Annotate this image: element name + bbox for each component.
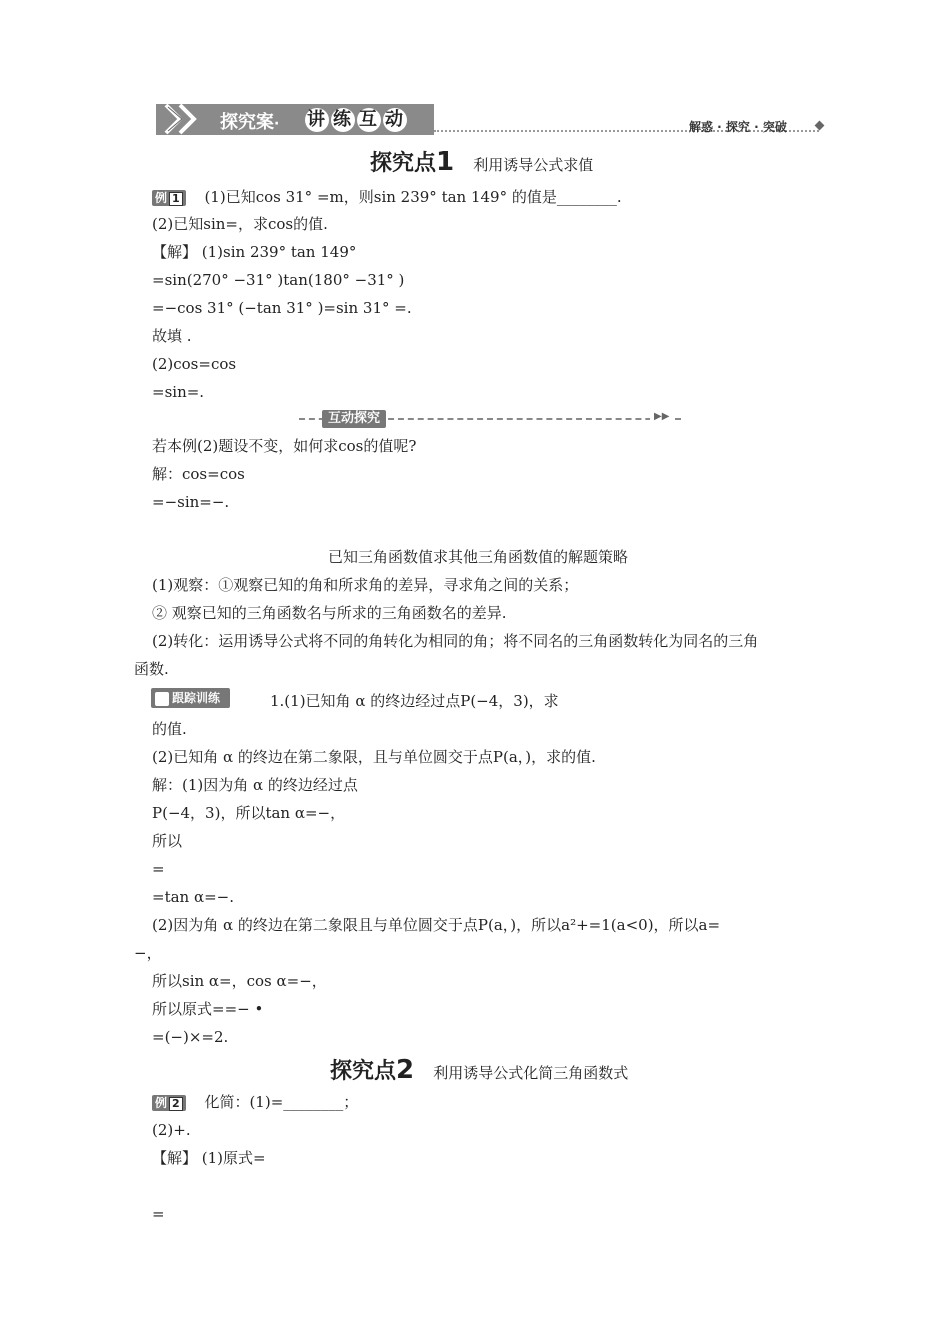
section1-number: 1: [436, 147, 455, 177]
example1-line-6: 故填 .: [152, 327, 192, 345]
example2-line-1: [152, 1092, 358, 1112]
clipboard-check-icon: [155, 692, 169, 706]
example1-line-2: (2)已知sin=，求cos的值.: [152, 215, 328, 233]
example1-tag-label: 例: [155, 191, 168, 205]
training-line-6: 所以: [152, 832, 183, 850]
interaction-line-2: 解：cos=cos: [152, 465, 245, 483]
banner-char-4: 动: [385, 109, 405, 130]
arrow-icon: ▶▶: [650, 411, 673, 422]
example1-tag: [152, 190, 186, 206]
strategy-line-2: ② 观察已知的三角函数名与所求的三角函数名的差异.: [152, 604, 507, 622]
training-line-13: =(−)×=2.: [152, 1028, 229, 1046]
example1-tag-number: 1: [169, 192, 183, 206]
example2-line-2: (2)+.: [152, 1121, 191, 1139]
training-line-10: −，: [134, 944, 162, 962]
example2-tag-number: 2: [169, 1097, 183, 1111]
banner-left-text: 探究案: [220, 112, 274, 133]
banner-char-3: 互: [359, 109, 379, 130]
banner-dot: ·: [274, 116, 280, 132]
chevrons-icon: [162, 101, 208, 141]
section2-title: 探究点: [330, 1059, 397, 1084]
strategy-line-1: (1)观察：①观察已知的角和所求角的差异，寻求角之间的关系；: [152, 576, 579, 594]
training-line-5: P(−4，3)，所以tan α=−，: [152, 804, 346, 822]
diamond-icon: [815, 121, 825, 131]
header-right-label: 解惑 · 探究 · 突破: [689, 120, 787, 134]
training-line-1: 1.(1)已知角 α 的终边经过点P(−4，3)，求: [270, 692, 559, 710]
example2-line-4: =: [152, 1205, 165, 1223]
example2-line-3: 【解】 (1)原式=: [152, 1149, 266, 1167]
banner-title-left: [220, 108, 279, 134]
section2-subtitle: 利用诱导公式化简三角函数式: [433, 1064, 629, 1082]
section1-heading: [370, 146, 593, 177]
banner-char-1: 讲: [307, 109, 327, 130]
interaction-label: 互动探究: [322, 410, 386, 428]
training-line-11: 所以sin α=，cos α=−，: [152, 972, 327, 990]
training-line-8: =tan α=−.: [152, 888, 235, 906]
training-line-2: 的值.: [152, 720, 187, 738]
interaction-line-3: =−sin=−.: [152, 493, 230, 511]
example2-tag: [152, 1095, 186, 1111]
training-line-7: =: [152, 860, 165, 878]
example2-text-1: 化简：(1)=________；: [204, 1093, 359, 1111]
strategy-line-4: 函数.: [134, 660, 169, 678]
section1-subtitle: 利用诱导公式求值: [473, 156, 594, 174]
banner-char-2: 练: [333, 109, 353, 130]
example1-line-8: =sin=.: [152, 383, 205, 401]
example1-line-7: (2)cos=cos: [152, 355, 237, 373]
training-line-12: 所以原式==− •: [152, 1000, 264, 1018]
strategy-title: 已知三角函数值求其他三角函数值的解题策略: [328, 548, 629, 566]
example1-line-5: =−cos 31° (−tan 31° )=sin 31° =.: [152, 299, 412, 317]
training-line-9: (2)因为角 α 的终边在第二象限且与单位圆交于点P(a，)，所以a²+=1(a<0)，所以a=: [152, 916, 721, 934]
training-tag: [151, 688, 230, 708]
training-line-3: (2)已知角 α 的终边在第二象限，且与单位圆交于点P(a，)，求的值.: [152, 748, 596, 766]
training-tag-label: 跟踪训练: [172, 691, 221, 705]
strategy-line-3: (2)转化：运用诱导公式将不同的角转化为相同的角；将不同名的三角函数转化为同名的三角: [152, 632, 759, 650]
banner-title-right: [305, 108, 409, 132]
example1-text-1: (1)已知cos 31° =m，则sin 239° tan 149° 的值是________.: [204, 188, 622, 206]
section2-heading: [330, 1054, 628, 1085]
training-line-4: 解：(1)因为角 α 的终边经过点: [152, 776, 358, 794]
section2-number: 2: [396, 1055, 415, 1085]
interaction-line-1: 若本例(2)题设不变，如何求cos的值呢?: [152, 437, 417, 455]
example2-tag-label: 例: [155, 1096, 168, 1110]
example1-line-1: [152, 187, 622, 207]
example1-line-3: 【解】 (1)sin 239° tan 149°: [152, 243, 357, 261]
example1-line-4: =sin(270° −31° )tan(180° −31° ): [152, 271, 405, 289]
section1-title: 探究点: [370, 151, 437, 176]
